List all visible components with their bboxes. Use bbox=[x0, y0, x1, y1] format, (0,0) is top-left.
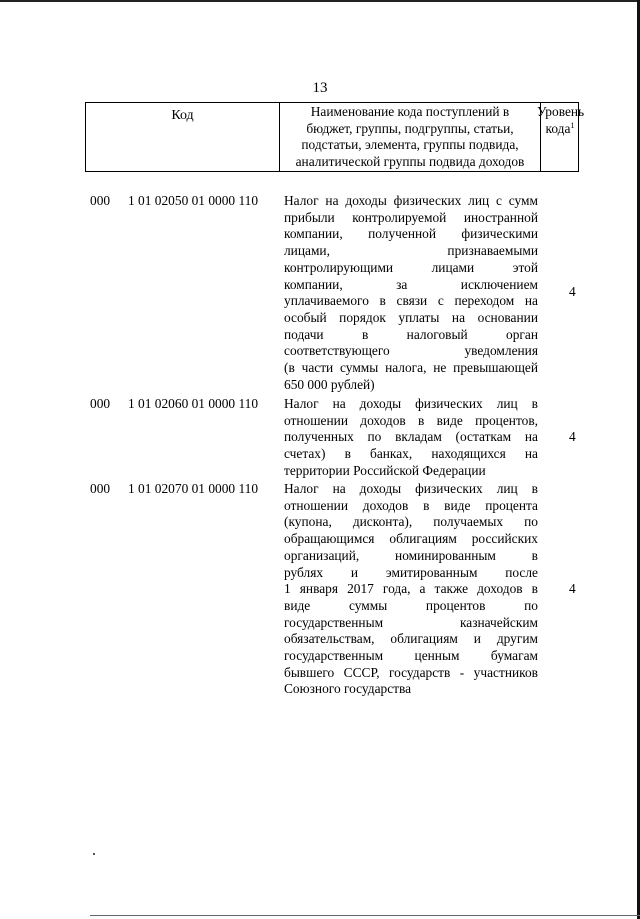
row-name-line: (в части суммы налога, не превышающей bbox=[284, 360, 538, 376]
header-name-line: Наименование кода поступлений в bbox=[310, 104, 510, 119]
row-name-line: отношении доходов в виде процента bbox=[284, 497, 538, 513]
row-name-line: территории Российской Федерации bbox=[284, 462, 486, 478]
row-name-line: Налог на доходы физических лиц в bbox=[284, 481, 538, 496]
row-name-line: Союзного государства bbox=[284, 681, 412, 697]
row-name-line: обязательствам, облигациям и другим bbox=[284, 631, 538, 647]
row-name-line: 650 000 рублей) bbox=[284, 376, 375, 392]
header-level-text bbox=[537, 104, 583, 137]
page-number: 13 bbox=[312, 80, 328, 96]
row-name-line: счетах) в банках, находящихся на bbox=[284, 446, 538, 462]
row-code-prefix: 000 bbox=[90, 481, 111, 496]
table-header bbox=[85, 102, 585, 172]
row-level: 4 bbox=[569, 581, 576, 596]
row-code: 1 01 02070 01 0000 110 bbox=[128, 481, 259, 496]
row-name-line: Налог на доходы физических лиц с сумм bbox=[284, 193, 538, 208]
row-name bbox=[284, 481, 538, 698]
row-name-line: уплачиваемого в связи с переходом на bbox=[284, 293, 538, 309]
header-name-line: аналитической группы подвида доходов bbox=[295, 154, 525, 170]
row-name-line: рублях и эмитированным после bbox=[284, 564, 538, 580]
row-level: 4 bbox=[569, 429, 576, 444]
row-name-line: государственным казначейским bbox=[284, 614, 538, 630]
row-name-line: прибыли контролируемой иностранной bbox=[284, 209, 538, 225]
row-name bbox=[284, 396, 538, 480]
row-code-prefix: 000 bbox=[90, 396, 111, 411]
row-name-line: виде суммы процентов по bbox=[284, 597, 538, 613]
row-name bbox=[284, 193, 538, 393]
row-name-line: отношении доходов в виде процентов, bbox=[284, 412, 538, 428]
header-name-line: подстатьи, элемента, группы подвида, bbox=[301, 137, 519, 153]
row-code: 1 01 02050 01 0000 110 bbox=[128, 193, 259, 208]
row-name-line: особый порядок уплаты на основании bbox=[284, 309, 538, 325]
row-name-line: (купона, дисконта), получаемых по bbox=[284, 514, 538, 530]
row-name-line: обращающимся облигациям российских bbox=[284, 531, 538, 547]
header-name-cell bbox=[280, 103, 541, 171]
scan-edge-bottom bbox=[90, 915, 640, 916]
row-name-line: организаций, номинированным в bbox=[284, 547, 538, 563]
row-name-line: подачи в налоговый орган bbox=[284, 326, 538, 342]
row-name-line: компании, полученной физическими bbox=[284, 226, 538, 242]
row-code: 1 01 02060 01 0000 110 bbox=[128, 396, 259, 411]
row-level: 4 bbox=[569, 284, 576, 299]
header-level-line: Уровень bbox=[537, 104, 585, 119]
header-level-cell bbox=[537, 103, 585, 171]
header-level-word: кода bbox=[545, 120, 571, 136]
row-name-line: полученных по вкладам (остаткам на bbox=[284, 429, 538, 445]
row-name-line: государственным ценным бумагам bbox=[284, 648, 538, 664]
row-name-line: контролирующими лицами этой bbox=[284, 259, 538, 275]
header-level-line bbox=[537, 121, 583, 138]
scan-speck bbox=[93, 853, 95, 855]
header-code-cell bbox=[86, 103, 280, 171]
header-name-line: бюджет, группы, подгруппы, статьи, bbox=[306, 120, 514, 136]
header-code-label: Код bbox=[171, 108, 194, 123]
scan-edge-top bbox=[0, 0, 640, 2]
row-name-line: лицами, признаваемыми bbox=[284, 243, 538, 259]
row-name-line: 1 января 2017 года, а также доходов в bbox=[284, 581, 538, 597]
row-name-line: компании, за исключением bbox=[284, 276, 538, 292]
row-name-line: соответствующего уведомления bbox=[284, 343, 538, 359]
row-name-line: бывшего СССР, государств - участников bbox=[284, 664, 538, 680]
row-name-line: Налог на доходы физических лиц в bbox=[284, 396, 538, 411]
row-code-prefix: 000 bbox=[90, 193, 111, 208]
header-level-footnote: 1 bbox=[570, 120, 575, 130]
